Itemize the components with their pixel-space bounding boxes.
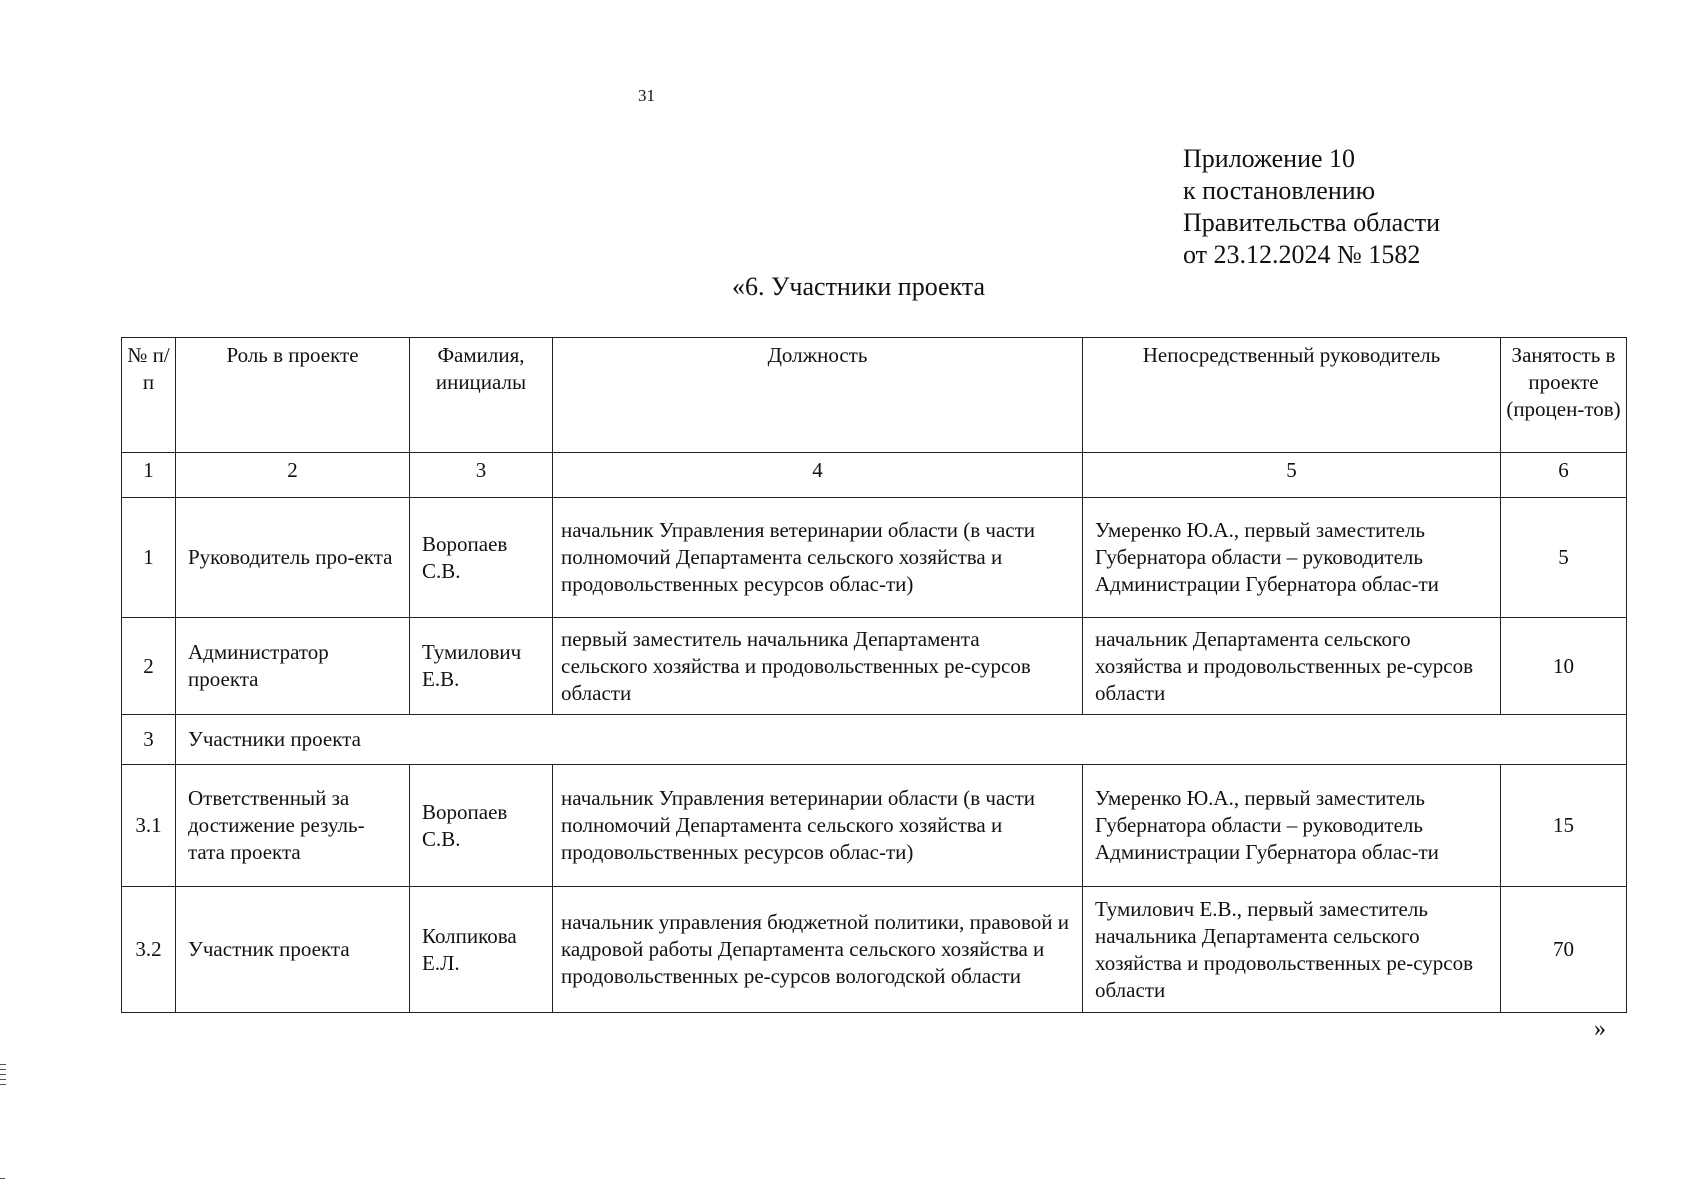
row-employment: 70 (1501, 887, 1627, 1013)
row-num: 2 (122, 618, 176, 715)
header-role: Роль в проекте (176, 338, 410, 453)
row-position: начальник управления бюджетной политики, правовой и кадровой работы Департамента сельского хозяйства и продовольственных ре-сурсов вологодской области (553, 887, 1083, 1013)
page-number: 31 (638, 86, 655, 105)
row-role: Администратор проекта (176, 618, 410, 715)
table-row (122, 618, 1627, 715)
row-supervisor: Умеренко Ю.А., первый заместитель Губернатора области – руководитель Администрации Губернатора облас-ти (1083, 498, 1501, 618)
row-position: начальник Управления ветеринарии области (в части полномочий Департамента сельского хозяйства и продовольственных ресурсов облас-ти) (553, 498, 1083, 618)
row-name: Воропаев С.В. (410, 498, 553, 618)
header-position: Должность (553, 338, 1083, 453)
row-employment: 10 (1501, 618, 1627, 715)
table-row (122, 765, 1627, 887)
row-employment: 5 (1501, 498, 1627, 618)
column-number: 1 (122, 453, 176, 498)
row-employment: 15 (1501, 765, 1627, 887)
margin-tick (0, 1079, 6, 1080)
row-supervisor: Тумилович Е.В., первый заместитель начальника Департамента сельского хозяйства и продовольственных ре-сурсов области (1083, 887, 1501, 1013)
margin-tick (0, 1069, 6, 1070)
table-group-row (122, 715, 1627, 765)
appendix-header (1183, 143, 1440, 271)
column-number: 5 (1083, 453, 1501, 498)
row-name: Воропаев С.В. (410, 765, 553, 887)
header-supervisor: Непосредственный руководитель (1083, 338, 1501, 453)
table-header-row (122, 338, 1627, 453)
row-supervisor: Умеренко Ю.А., первый заместитель Губернатора области – руководитель Администрации Губернатора облас-ти (1083, 765, 1501, 887)
column-number: 3 (410, 453, 553, 498)
row-role: Ответственный за достижение резуль-тата проекта (176, 765, 410, 887)
column-number-row (122, 453, 1627, 498)
margin-tick (0, 1074, 6, 1075)
appendix-line: Правительства области (1183, 208, 1441, 237)
header-num: № п/п (122, 338, 176, 453)
column-number: 2 (176, 453, 410, 498)
margin-tick (0, 1084, 6, 1085)
group-label: Участники проекта (176, 715, 1627, 765)
section-title: «6. Участники проекта (732, 272, 986, 301)
closing-quote: » (1594, 1016, 1606, 1042)
header-name: Фамилия, инициалы (410, 338, 553, 453)
margin-tick (0, 1178, 5, 1179)
table-row (122, 887, 1627, 1013)
participants-table (121, 337, 1627, 1013)
column-number: 6 (1501, 453, 1627, 498)
row-position: начальник Управления ветеринарии области (в части полномочий Департамента сельского хозяйства и продовольственных ресурсов облас-ти) (553, 765, 1083, 887)
appendix-line: Приложение 10 (1183, 144, 1356, 173)
row-num: 3.1 (122, 765, 176, 887)
group-num: 3 (122, 715, 176, 765)
row-num: 3.2 (122, 887, 176, 1013)
row-position: первый заместитель начальника Департамента сельского хозяйства и продовольственных ре-сурсов области (553, 618, 1083, 715)
appendix-line: к постановлению (1183, 176, 1376, 205)
row-role: Руководитель про-екта (176, 498, 410, 618)
margin-tick (0, 1064, 6, 1065)
row-supervisor: начальник Департамента сельского хозяйства и продовольственных ре-сурсов области (1083, 618, 1501, 715)
margin-marks (0, 1064, 6, 1089)
appendix-date-line: от 23.12.2024 № 1582 (1183, 240, 1421, 269)
row-num: 1 (122, 498, 176, 618)
row-role: Участник проекта (176, 887, 410, 1013)
row-name: Колпикова Е.Л. (410, 887, 553, 1013)
column-number: 4 (553, 453, 1083, 498)
table-row (122, 498, 1627, 618)
row-name: Тумилович Е.В. (410, 618, 553, 715)
header-employment: Занятость в проекте (процен-тов) (1501, 338, 1627, 453)
